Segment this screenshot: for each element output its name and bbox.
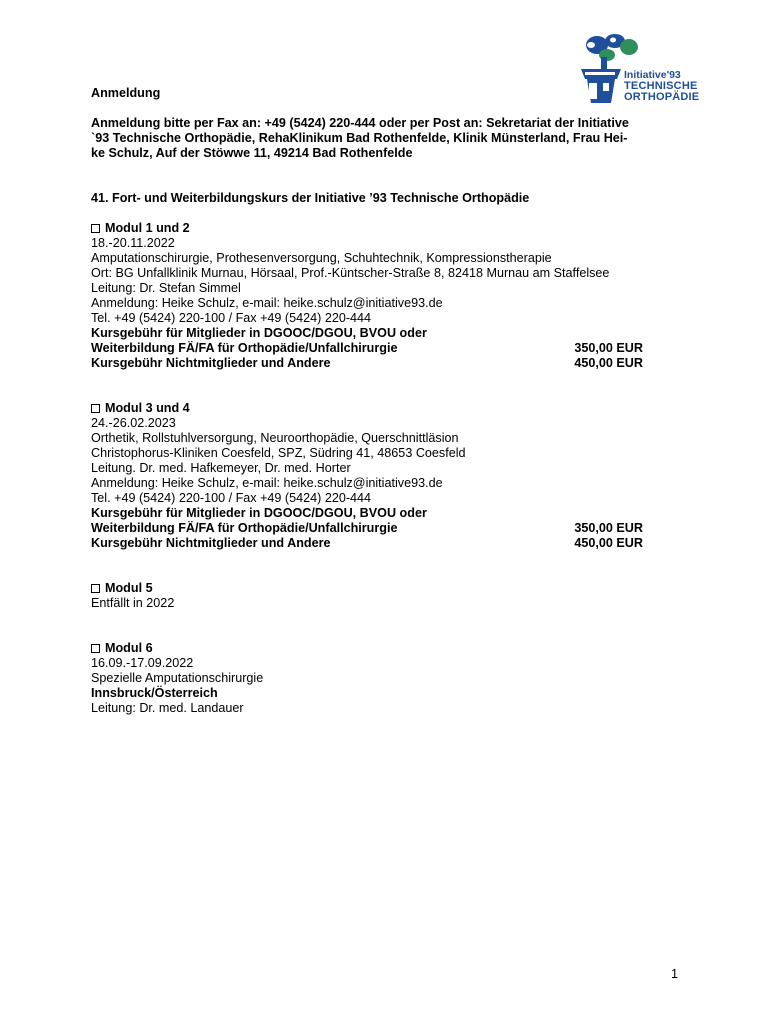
module-3-4-label: Modul 3 und 4 — [105, 401, 190, 415]
module-1-2-fee-member-price: 350,00 EUR — [574, 341, 643, 355]
checkbox-modul-5[interactable] — [91, 584, 100, 593]
module-3-4-heading — [91, 401, 651, 416]
module-6-leitung: Leitung: Dr. med. Landauer — [91, 701, 244, 715]
module-3-4-fee-nonmember-price: 450,00 EUR — [574, 536, 643, 550]
module-1-2-fee-member-line1: Kursgebühr für Mitglieder in DGOOC/DGOU, BVOU oder — [91, 326, 427, 340]
module-1-2-leitung: Leitung: Dr. Stefan Simmel — [91, 281, 241, 295]
module-1-2-date: 18.-20.11.2022 — [91, 236, 175, 250]
module-1-2-fee-nonmember-label: Kursgebühr Nichtmitglieder und Andere — [91, 356, 331, 370]
document-content — [91, 86, 651, 716]
module-1-2-location: Ort: BG Unfallklinik Murnau, Hörsaal, Prof.-Küntscher-Straße 8, 82418 Murnau am Staffelsee — [91, 266, 610, 280]
module-3-4-fee-member-row — [91, 521, 643, 536]
module-3-4-location: Christophorus-Kliniken Coesfeld, SPZ, Südring 41, 48653 Coesfeld — [91, 446, 466, 460]
module-3-4-fee-nonmember-label: Kursgebühr Nichtmitglieder und Andere — [91, 536, 331, 550]
module-5-note: Entfällt in 2022 — [91, 596, 175, 610]
module-3-4-fee-member-line1: Kursgebühr für Mitglieder in DGOOC/DGOU, BVOU oder — [91, 506, 427, 520]
checkbox-modul-3-4[interactable] — [91, 404, 100, 413]
module-3-4-fee-nonmember-row — [91, 536, 643, 551]
module-5-heading — [91, 581, 651, 596]
module-6-location: Innsbruck/Österreich — [91, 686, 218, 700]
page-number: 1 — [671, 967, 679, 981]
page-title: Anmeldung — [91, 86, 161, 100]
module-1-2-fee-member-row — [91, 341, 643, 356]
module-6-label: Modul 6 — [105, 641, 153, 655]
module-3-4-anmeldung: Anmeldung: Heike Schulz, e-mail: heike.schulz@initiative93.de — [91, 476, 443, 490]
checkbox-modul-1-2[interactable] — [91, 224, 100, 233]
module-1-2-topics: Amputationschirurgie, Prothesenversorgung, Schuhtechnik, Kompressionstherapie — [91, 251, 552, 265]
module-6-topic: Spezielle Amputationschirurgie — [91, 671, 264, 685]
logo-line-2: TECHNISCHE — [624, 80, 698, 92]
module-1-2-fee-nonmember-price: 450,00 EUR — [574, 356, 643, 370]
instruction-line-2: `93 Technische Orthopädie, RehaKlinikum Bad Rothenfelde, Klinik Münsterland, Frau Hei- — [91, 131, 628, 145]
module-3-4-fee-member-line2: Weiterbildung FÄ/FA für Orthopädie/Unfallchirurgie — [91, 521, 398, 535]
module-3-4-leitung: Leitung. Dr. med. Hafkemeyer, Dr. med. Horter — [91, 461, 351, 475]
module-5-label: Modul 5 — [105, 581, 153, 595]
logo-line-3: ORTHOPÄDIE — [624, 91, 700, 103]
module-1-2-label: Modul 1 und 2 — [105, 221, 190, 235]
instruction-line-1: Anmeldung bitte per Fax an: +49 (5424) 220-444 oder per Post an: Sekretariat der Initiative — [91, 116, 629, 130]
course-title: 41. Fort- und Weiterbildungskurs der Initiative ’93 Technische Orthopädie — [91, 191, 530, 205]
module-1-2-fee-member-line2: Weiterbildung FÄ/FA für Orthopädie/Unfallchirurgie — [91, 341, 398, 355]
module-3-4-fee-member-price: 350,00 EUR — [574, 521, 643, 535]
module-3-4-tel: Tel. +49 (5424) 220-100 / Fax +49 (5424) 220-444 — [91, 491, 372, 505]
module-1-2-anmeldung: Anmeldung: Heike Schulz, e-mail: heike.schulz@initiative93.de — [91, 296, 443, 310]
logo-line-1: Initiative'93 — [624, 69, 681, 81]
module-1-2-fee-nonmember-row — [91, 356, 643, 371]
module-1-2-tel: Tel. +49 (5424) 220-100 / Fax +49 (5424) 220-444 — [91, 311, 372, 325]
module-3-4-topics: Orthetik, Rollstuhlversorgung, Neuroorthopädie, Querschnittläsion — [91, 431, 459, 445]
module-1-2-heading — [91, 221, 651, 236]
module-3-4-date: 24.-26.02.2023 — [91, 416, 176, 430]
instruction-line-3: ke Schulz, Auf der Stöwwe 11, 49214 Bad Rothenfelde — [91, 146, 413, 160]
module-6-date: 16.09.-17.09.2022 — [91, 656, 194, 670]
checkbox-modul-6[interactable] — [91, 644, 100, 653]
module-6-heading — [91, 641, 651, 656]
